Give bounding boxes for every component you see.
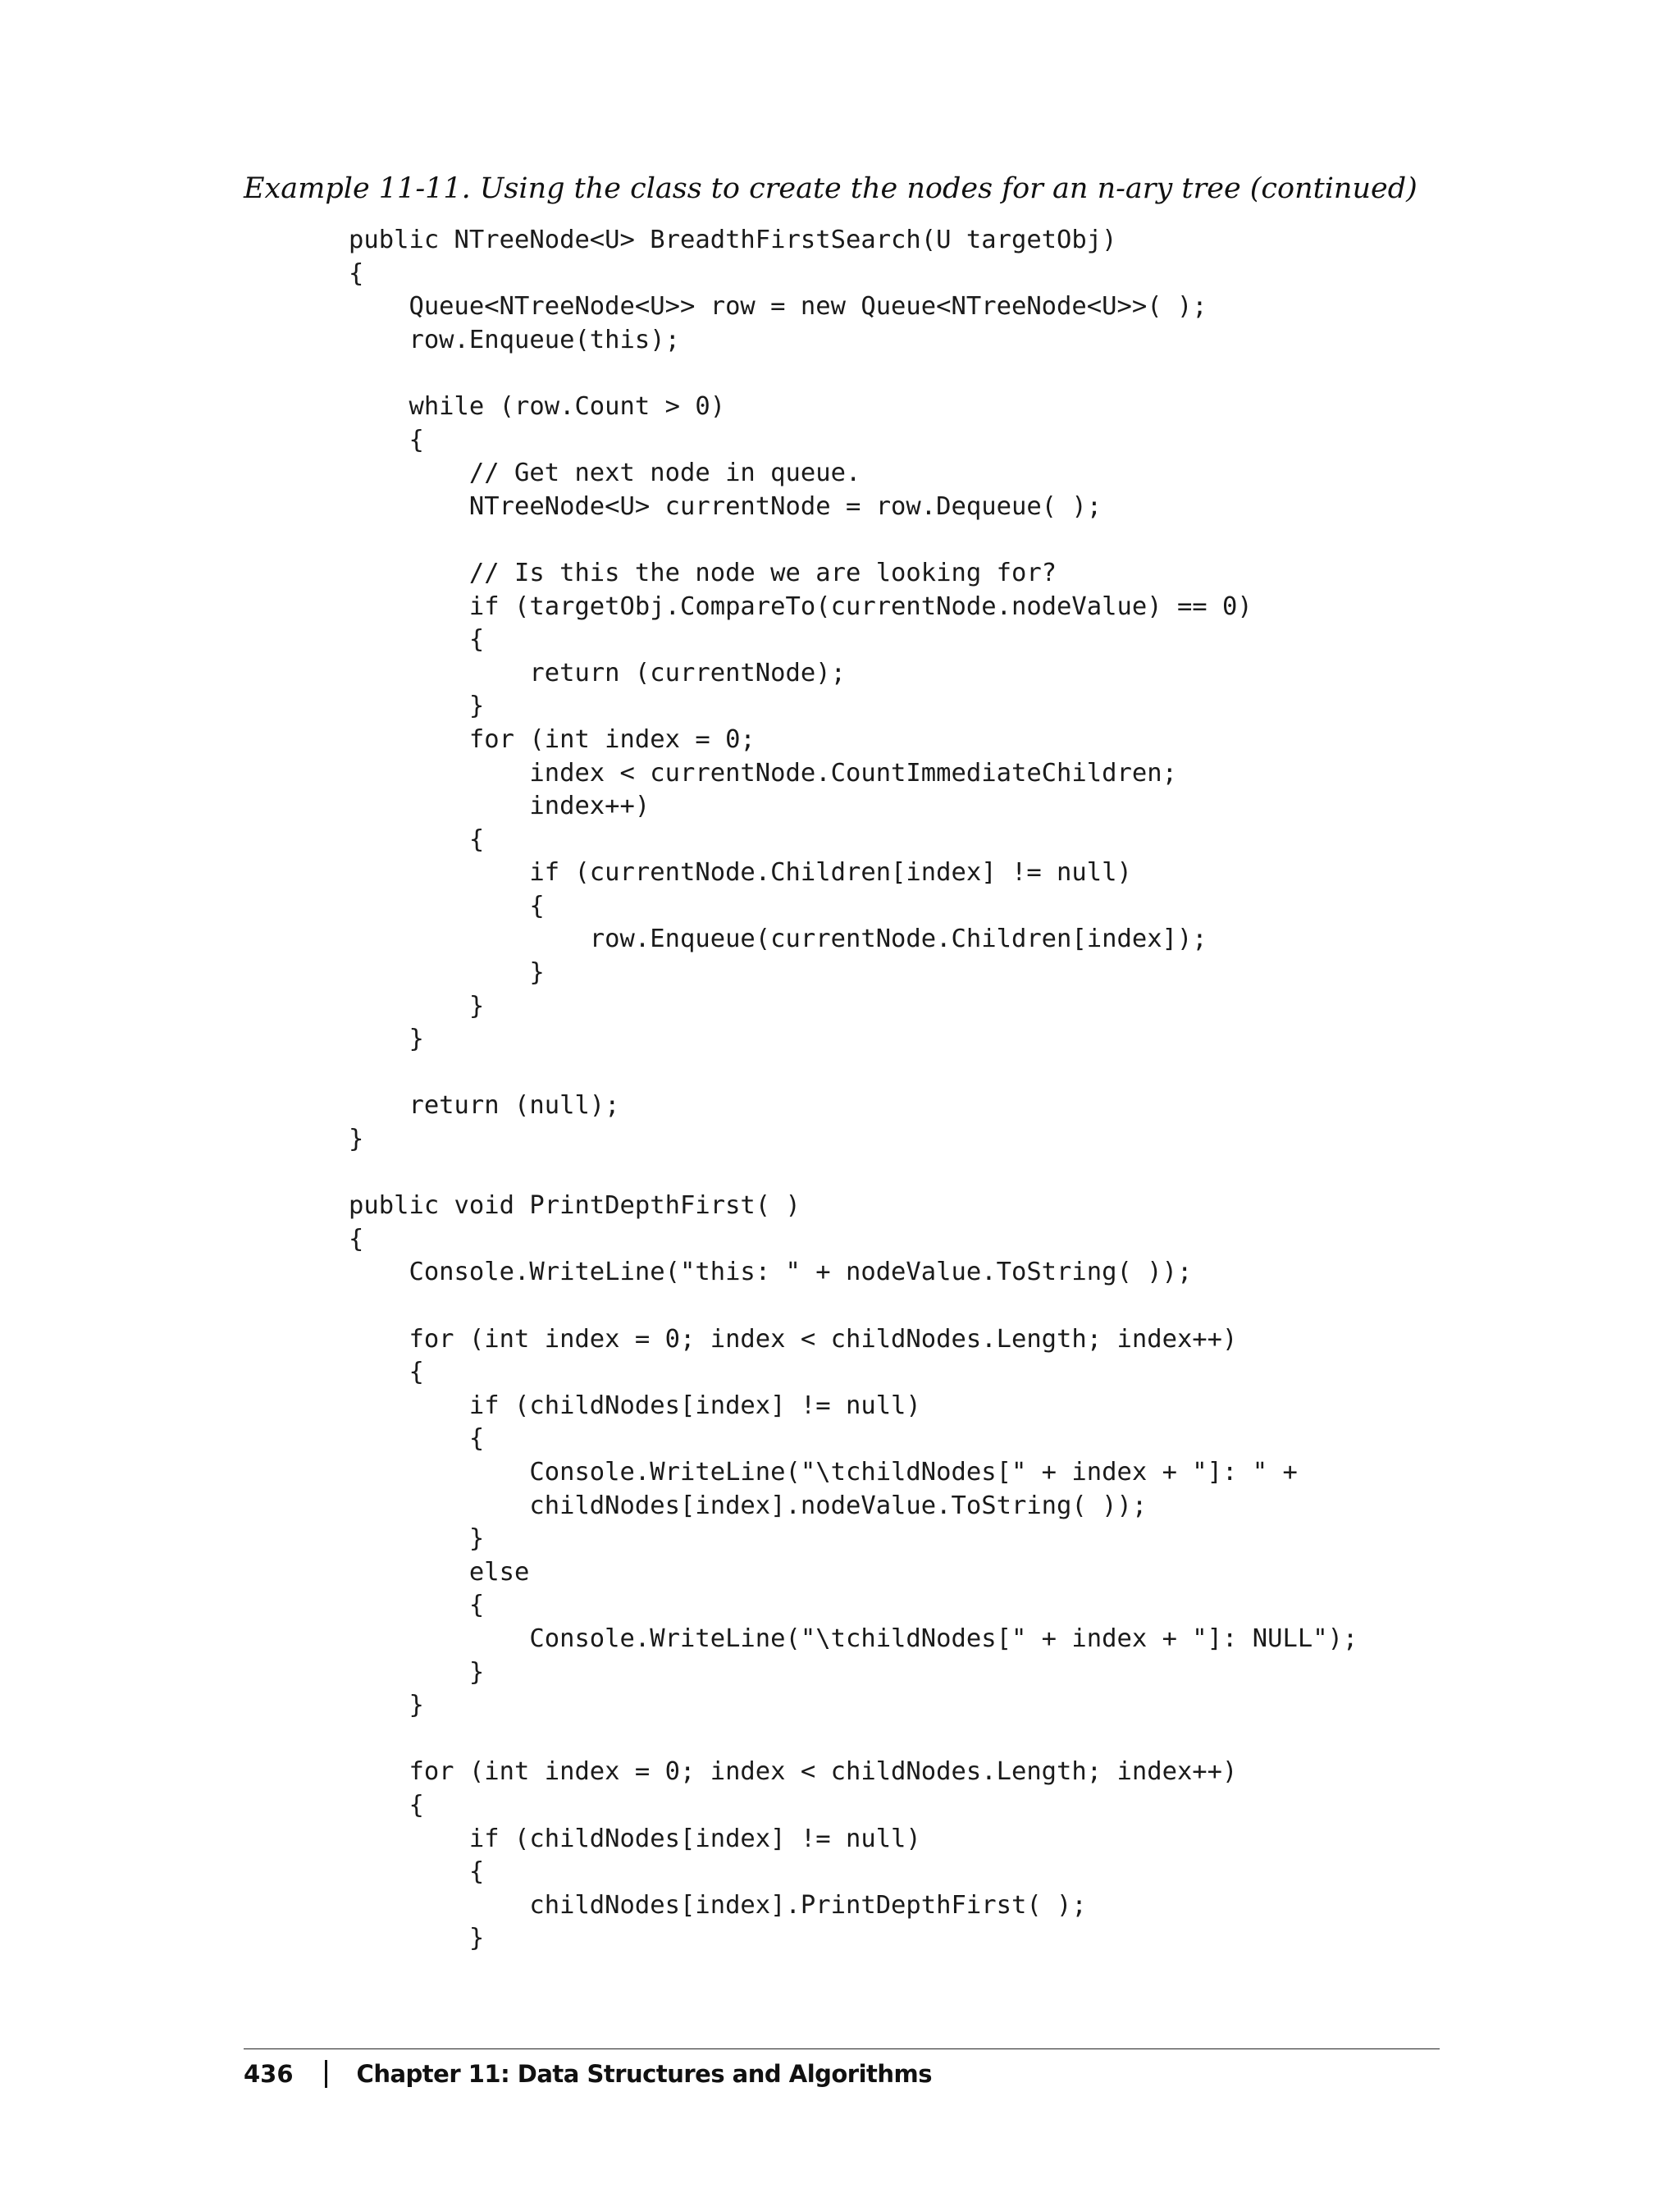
code-line: {: [349, 1591, 485, 1620]
code-line: if (childNodes[index] != null): [349, 1824, 921, 1853]
code-line: }: [349, 1691, 424, 1720]
page-footer: [244, 2055, 932, 2093]
code-listing: [349, 224, 1358, 1956]
code-line: {: [349, 1857, 485, 1887]
running-head: Chapter 11: Data Structures and Algorithms: [356, 2060, 933, 2088]
code-line: {: [349, 425, 424, 454]
code-line: [349, 357, 1358, 391]
code-line: row.Enqueue(this);: [349, 325, 680, 354]
code-line: {: [349, 258, 364, 288]
code-line: childNodes[index].nodeValue.ToString( ));: [349, 1491, 1148, 1520]
code-line: {: [349, 1358, 424, 1387]
code-line: [349, 1057, 1358, 1090]
code-line: [349, 1723, 1358, 1756]
code-line: }: [349, 991, 485, 1021]
code-line: // Get next node in queue.: [349, 459, 861, 488]
code-line: [349, 523, 1358, 557]
code-line: }: [349, 958, 545, 988]
code-line: {: [349, 891, 545, 920]
code-line: {: [349, 1790, 424, 1820]
code-line: if (targetObj.CompareTo(currentNode.nodeValue) == 0): [349, 591, 1253, 621]
code-line: index++): [349, 792, 651, 821]
code-line: {: [349, 1224, 364, 1254]
footer-rule: [244, 2048, 1440, 2049]
footer-separator: [325, 2060, 327, 2088]
code-line: Console.WriteLine("this: " + nodeValue.ToString( ));: [349, 1258, 1193, 1287]
example-caption: Example 11-11. Using the class to create the nodes for an n-ary tree (continued): [244, 172, 1418, 205]
code-line: Console.WriteLine("\tchildNodes[" + index + "]: " +: [349, 1457, 1298, 1487]
code-line: if (currentNode.Children[index] != null): [349, 858, 1132, 888]
page-number: 436: [244, 2060, 294, 2088]
code-line: }: [349, 1924, 485, 1953]
code-line: return (null);: [349, 1091, 620, 1121]
code-line: {: [349, 824, 485, 854]
code-line: }: [349, 1125, 364, 1154]
code-line: for (int index = 0; index < childNodes.Length; index++): [349, 1757, 1238, 1787]
code-line: return (currentNode);: [349, 658, 846, 687]
code-line: row.Enqueue(currentNode.Children[index]);: [349, 925, 1208, 954]
code-line: {: [349, 625, 485, 655]
code-line: childNodes[index].PrintDepthFirst( );: [349, 1890, 1087, 1920]
code-line: else: [349, 1557, 530, 1587]
code-line: while (row.Count > 0): [349, 391, 726, 421]
code-line: index < currentNode.CountImmediateChildren;: [349, 758, 1177, 788]
code-line: for (int index = 0; index < childNodes.Length; index++): [349, 1324, 1238, 1354]
code-line: NTreeNode<U> currentNode = row.Dequeue( );: [349, 491, 1102, 521]
code-line: public NTreeNode<U> BreadthFirstSearch(U targetObj): [349, 226, 1117, 254]
code-line: Console.WriteLine("\tchildNodes[" + index + "]: NULL");: [349, 1624, 1358, 1653]
code-line: }: [349, 1657, 485, 1687]
code-line: {: [349, 1424, 485, 1454]
code-line: public void PrintDepthFirst( ): [349, 1191, 801, 1221]
code-line: // Is this the node we are looking for?: [349, 558, 1057, 587]
code-line: }: [349, 692, 485, 721]
code-line: [349, 1157, 1358, 1190]
code-line: [349, 1290, 1358, 1323]
code-line: if (childNodes[index] != null): [349, 1391, 921, 1420]
code-line: }: [349, 1524, 485, 1554]
code-line: Queue<NTreeNode<U>> row = new Queue<NTreeNode<U>>( );: [349, 292, 1208, 322]
code-line: for (int index = 0;: [349, 724, 756, 754]
code-line: }: [349, 1025, 424, 1054]
